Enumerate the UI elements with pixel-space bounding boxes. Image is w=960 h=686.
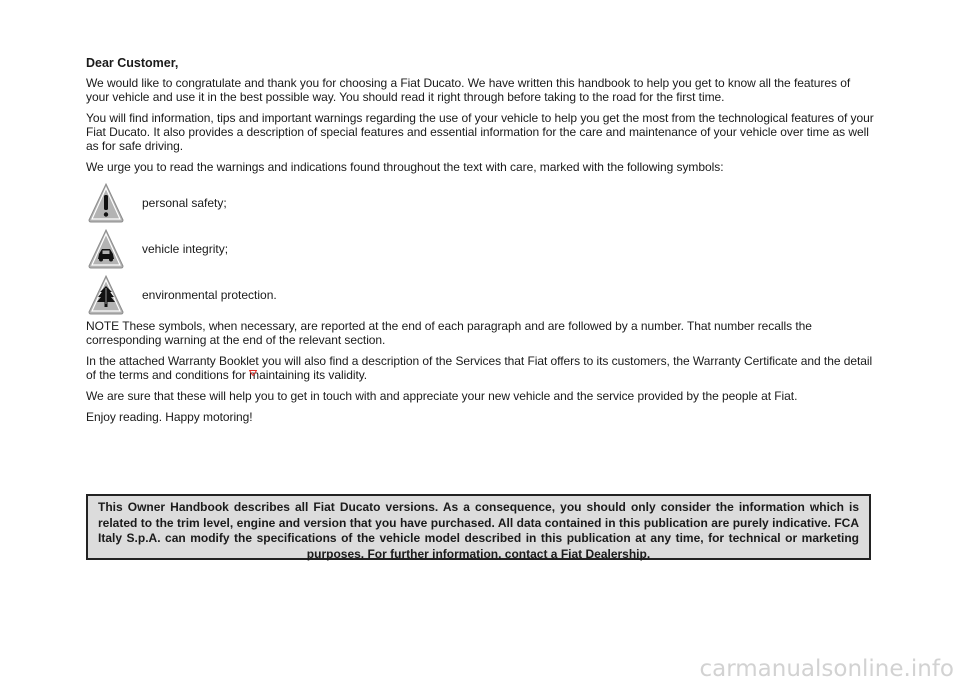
handbook-intro — [86, 56, 876, 431]
disclaimer-box: This Owner Handbook describes all Fiat Ducato versions. As a consequence, you should only consider the information which is related to the trim level, engine and version that you have purchased. All data contained in this publication are purely indicative. FCA Italy S.p.A. can modify the specifications of the vehicle model described in this publication at any time, for technical or marketing purposes. For further information, contact a Fiat Dealership. — [86, 494, 871, 560]
red-mark-icon — [249, 370, 257, 376]
symbol-vehicle-integrity — [86, 227, 876, 271]
symbol-label: vehicle integrity; — [142, 242, 229, 256]
symbol-personal-safety — [86, 181, 876, 225]
symbol-label: personal safety; — [142, 196, 227, 210]
info-paragraph: You will find information, tips and important warnings regarding the use of your vehicle to help you get the most from the technological features of your Fiat Ducato. It also provides a description of special features and essential information for the care and maintenance of your vehicle over time as well as for safe driving. — [86, 111, 874, 153]
exclamation-warning-icon — [86, 182, 126, 224]
symbol-environmental-protection — [86, 273, 876, 317]
note-paragraph: NOTE These symbols, when necessary, are reported at the end of each paragraph and are followed by a number. That number recalls the corresponding warning at the end of the relevant section. — [86, 319, 812, 347]
greeting: Dear Customer, — [86, 56, 179, 70]
closing-paragraph: Enjoy reading. Happy motoring! — [86, 410, 253, 424]
watermark: carmanualsonline.info — [699, 656, 954, 682]
symbol-label: environmental protection. — [142, 288, 277, 302]
intro-paragraph: We would like to congratulate and thank you for choosing a Fiat Ducato. We have written this handbook to help you get to know all the features of your vehicle and use it in the best possible way. You should read it right through before taking to the road for the first time. — [86, 76, 851, 104]
service-paragraph: We are sure that these will help you to get in touch with and appreciate your new vehicle and the service provided by the people at Fiat. — [86, 389, 798, 403]
tree-warning-icon — [86, 274, 126, 316]
warranty-paragraph: In the attached Warranty Booklet you will also find a description of the Services that Fiat offers to its customers, the Warranty Certificate and the detail of the terms and conditions for maintaining its validity. — [86, 354, 873, 382]
symbols-intro-paragraph: We urge you to read the warnings and indications found throughout the text with care, marked with the following symbols: — [86, 160, 724, 174]
car-warning-icon — [86, 228, 126, 270]
